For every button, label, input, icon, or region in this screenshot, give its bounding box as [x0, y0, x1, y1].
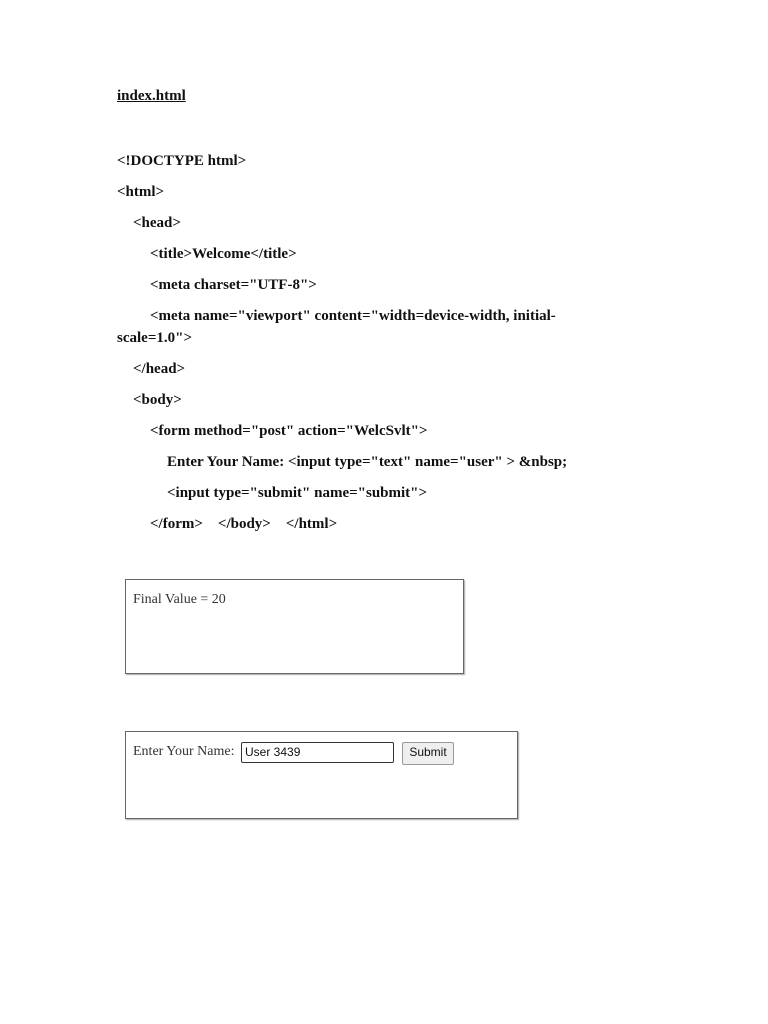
- code-line: <meta name="viewport" content="width=device-width, initial-scale=1.0">: [117, 308, 556, 346]
- name-input[interactable]: User 3439: [241, 742, 394, 763]
- code-line: <html>: [117, 184, 165, 200]
- document-filename: index.html: [117, 88, 186, 104]
- result-screenshot: [125, 579, 464, 674]
- code-line: <form method="post" action="WelcSvlt">: [150, 423, 428, 439]
- final-value-text: Final Value = 20: [133, 592, 226, 607]
- name-label: Enter Your Name:: [133, 744, 235, 759]
- code-listing: [117, 150, 617, 544]
- code-line: <head>: [133, 215, 181, 231]
- code-line: <body>: [133, 392, 182, 408]
- submit-button[interactable]: Submit: [402, 742, 454, 765]
- code-line: <!DOCTYPE html>: [117, 153, 247, 169]
- code-line: <title>Welcome</title>: [150, 246, 297, 262]
- code-line: </head>: [133, 361, 186, 377]
- code-line: <meta charset="UTF-8">: [150, 277, 317, 293]
- code-line: Enter Your Name: <input type="text" name="user" > &nbsp;: [167, 454, 568, 470]
- code-line: <input type="submit" name="submit">: [167, 485, 428, 501]
- code-line: </form> </body> </html>: [150, 516, 338, 532]
- form-screenshot: [125, 731, 518, 819]
